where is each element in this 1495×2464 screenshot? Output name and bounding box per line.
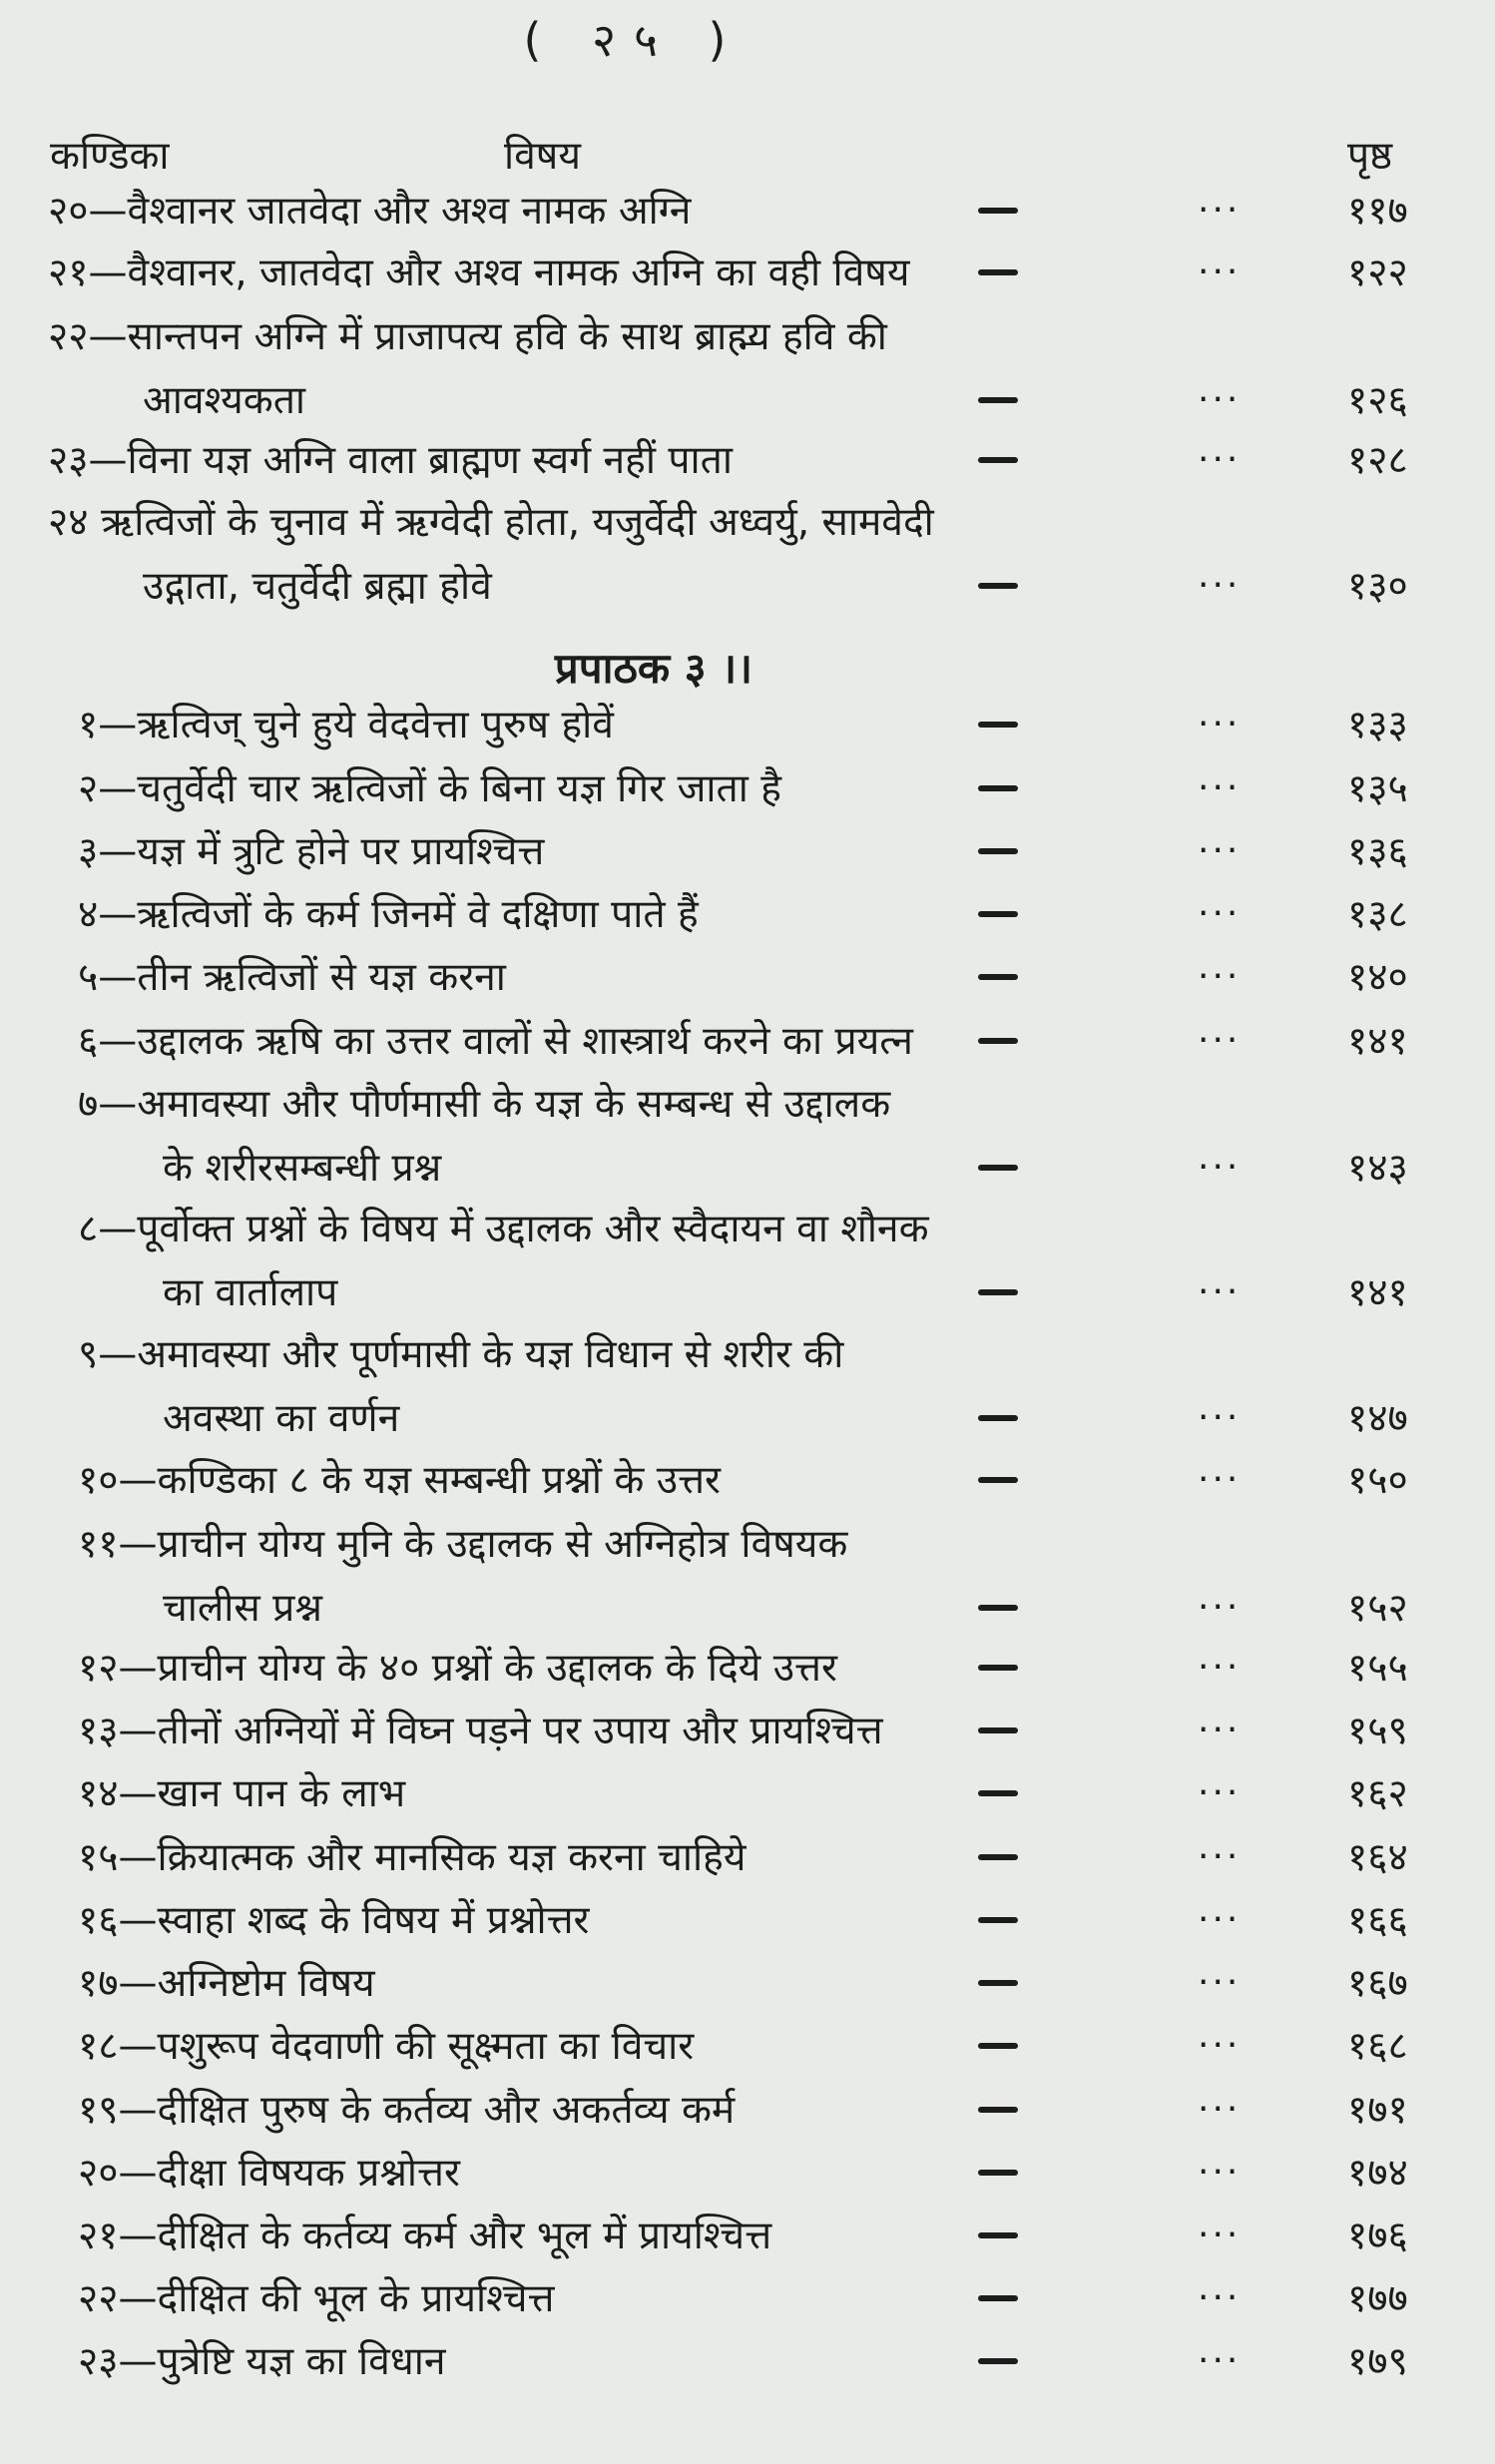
- toc-entry-page: १६२: [1347, 1771, 1408, 1816]
- toc-entry-title: १४—खान पान के लाभ: [78, 1771, 406, 1816]
- toc-entry-continuation: उद्गाता, चतुर्वेदी ब्रह्मा होवे: [143, 564, 492, 609]
- leader-dash: [978, 974, 1018, 980]
- page-number: ( २५ ): [523, 13, 745, 67]
- leader-dash: [978, 1477, 1018, 1483]
- toc-entry: [0, 2025, 1495, 2089]
- leader-dots: ···: [1198, 1962, 1242, 2003]
- toc-entry: [0, 1523, 1495, 1651]
- leader-dots: ···: [1198, 1647, 1242, 1688]
- leader-dots: ···: [1198, 767, 1242, 808]
- toc-entry-page: १४७: [1347, 1396, 1408, 1441]
- toc-entry-page: १७९: [1347, 2339, 1408, 2384]
- toc-entry: [0, 251, 1495, 315]
- leader-dots: ···: [1198, 704, 1242, 744]
- leader-dash: [978, 2358, 1018, 2364]
- toc-entry-continuation: आवश्यकता: [143, 378, 306, 423]
- toc-entry-page: १५०: [1347, 1458, 1408, 1503]
- toc-entry-page: १३३: [1347, 703, 1408, 747]
- leader-dash: [978, 457, 1018, 463]
- toc-entry-page: १२८: [1347, 438, 1408, 483]
- leader-dash: [978, 911, 1018, 917]
- leader-dash: [978, 1917, 1018, 1923]
- column-header-subject: विषय: [504, 134, 581, 179]
- toc-entry: [0, 893, 1495, 957]
- toc-entry: [0, 1836, 1495, 1900]
- leader-dots: ···: [1198, 251, 1242, 292]
- leader-dots: ···: [1198, 956, 1242, 997]
- toc-entry: [0, 1208, 1495, 1335]
- leader-dots: ···: [1198, 893, 1242, 934]
- leader-dash: [978, 722, 1018, 728]
- toc-entry-title: ३—यज्ञ में त्रुटि होने पर प्रायश्चित्त: [78, 829, 545, 874]
- leader-dots: ···: [1198, 1587, 1242, 1628]
- toc-entry-page: १४०: [1347, 955, 1408, 1000]
- leader-dots: ···: [1198, 1459, 1242, 1500]
- leader-dash: [978, 2295, 1018, 2301]
- toc-entry-page: १६६: [1347, 1898, 1408, 1943]
- toc-entry-title: १५—क्रियात्मक और मानसिक यज्ञ करना चाहिये: [78, 1835, 747, 1880]
- section-heading: प्रपाठक ३ ।।: [554, 644, 753, 693]
- toc-entry: [0, 1459, 1495, 1523]
- leader-dots: ···: [1198, 830, 1242, 871]
- toc-entry-page: १४१: [1347, 1270, 1408, 1315]
- toc-entry-title: २—चतुर्वेदी चार ऋत्विजों के बिना यज्ञ गिर जाता है: [78, 766, 781, 811]
- leader-dots: ···: [1198, 1710, 1242, 1750]
- toc-entry: [0, 1083, 1495, 1211]
- toc-entry-title: २२—दीक्षित की भूल के प्रायश्चित्त: [78, 2276, 555, 2321]
- column-header-page: पृष्ठ: [1347, 134, 1393, 179]
- toc-entry: [0, 501, 1495, 629]
- toc-entry-page: १३६: [1347, 829, 1408, 874]
- toc-entry-page: १३८: [1347, 892, 1408, 937]
- leader-dots: ···: [1198, 2277, 1242, 2318]
- toc-entry-title: २३—पुत्रेष्टि यज्ञ का विधान: [78, 2339, 446, 2384]
- leader-dots: ···: [1198, 2215, 1242, 2255]
- toc-entry: [0, 704, 1495, 767]
- toc-entry: [0, 2089, 1495, 2153]
- leader-dots: ···: [1198, 439, 1242, 480]
- leader-dash: [978, 208, 1018, 214]
- leader-dots: ···: [1198, 2089, 1242, 2130]
- toc-entry-title: २०—वैश्वानर जातवेदा और अश्व नामक अग्नि: [48, 189, 692, 234]
- leader-dash: [978, 1790, 1018, 1796]
- toc-entry-page: १७४: [1347, 2151, 1408, 2196]
- toc-entry-page: १६४: [1347, 1835, 1408, 1880]
- toc-entry: [0, 1647, 1495, 1711]
- toc-entry-page: १७१: [1347, 2088, 1408, 2133]
- toc-entry-page: १५५: [1347, 1646, 1408, 1691]
- toc-entry-title: २०—दीक्षा विषयक प्रश्नोत्तर: [78, 2151, 460, 2196]
- leader-dash: [978, 2170, 1018, 2176]
- toc-entry-continuation: चालीस प्रश्न: [163, 1586, 322, 1631]
- toc-entry-page: १७७: [1347, 2276, 1408, 2321]
- toc-entry: [0, 315, 1495, 443]
- toc-entry-title: ८—पूर्वोक्त प्रश्नों के विषय में उद्दालक और स्वैदायन वा शौनक: [78, 1207, 929, 1251]
- leader-dash: [978, 1665, 1018, 1671]
- leader-dash: [978, 397, 1018, 403]
- toc-entry-continuation: के शरीरसम्बन्धी प्रश्न: [163, 1146, 442, 1191]
- toc-entry-page: १२६: [1347, 378, 1408, 423]
- leader-dots: ···: [1198, 1147, 1242, 1188]
- toc-entry-page: १४३: [1347, 1146, 1408, 1191]
- leader-dash: [978, 269, 1018, 275]
- toc-entry: [0, 1772, 1495, 1836]
- toc-entry: [0, 830, 1495, 894]
- toc-entry-title: १८—पशुरूप वेदवाणी की सूक्ष्मता का विचार: [78, 2024, 695, 2069]
- toc-entry-title: २३—विना यज्ञ अग्नि वाला ब्राह्मण स्वर्ग नहीं पाता: [48, 438, 733, 483]
- toc-entry-title: १७—अग्निष्टोम विषय: [78, 1961, 375, 2006]
- toc-entry: [0, 767, 1495, 831]
- toc-entry-title: १२—प्राचीन योग्य के ४० प्रश्नों के उद्दालक के दिये उत्तर: [78, 1646, 837, 1691]
- toc-entry: [0, 1333, 1495, 1461]
- leader-dash: [978, 1165, 1018, 1171]
- toc-entry: [0, 2340, 1495, 2404]
- toc-entry-title: १३—तीनों अग्नियों में विघ्न पड़ने पर उपाय और प्रायश्चित्त: [78, 1709, 883, 1753]
- toc-entry: [0, 1899, 1495, 1963]
- leader-dots: ···: [1198, 190, 1242, 231]
- leader-dots: ···: [1198, 2025, 1242, 2066]
- toc-entry-page: १५२: [1347, 1586, 1408, 1631]
- toc-entry-page: १६८: [1347, 2024, 1408, 2069]
- toc-entry-title: ६—उद्दालक ऋषि का उत्तर वालों से शास्त्रार्थ करने का प्रयत्न: [78, 1019, 913, 1064]
- toc-entry: [0, 190, 1495, 253]
- leader-dots: ···: [1198, 379, 1242, 420]
- toc-entry: [0, 439, 1495, 503]
- toc-entry-continuation: का वार्तालाप: [163, 1270, 338, 1315]
- toc-entry-title: ५—तीन ऋत्विजों से यज्ञ करना: [78, 955, 506, 1000]
- column-header-section: कण्डिका: [50, 134, 170, 179]
- toc-entry-title: २४ ऋत्विजों के चुनाव में ऋग्वेदी होता, यजुर्वेदी अध्वर्यु, सामवेदी: [48, 500, 934, 545]
- leader-dash: [978, 1415, 1018, 1421]
- toc-entry-page: १५९: [1347, 1709, 1408, 1753]
- toc-entry-continuation: अवस्था का वर्णन: [163, 1396, 400, 1441]
- toc-entry: [0, 1020, 1495, 1084]
- toc-entry-title: १०—कण्डिका ८ के यज्ञ सम्बन्धी प्रश्नों के उत्तर: [78, 1458, 721, 1503]
- toc-entry: [0, 2215, 1495, 2278]
- leader-dots: ···: [1198, 1772, 1242, 1813]
- toc-entry-title: १६—स्वाहा शब्द के विषय में प्रश्नोत्तर: [78, 1898, 590, 1943]
- leader-dots: ···: [1198, 1836, 1242, 1877]
- toc-entry-title: ११—प्राचीन योग्य मुनि के उद्दालक से अग्निहोत्र विषयक: [78, 1522, 848, 1567]
- toc-entry-page: १३०: [1347, 564, 1408, 609]
- toc-entry-title: ९—अमावस्या और पूर्णमासी के यज्ञ विधान से शरीर की: [78, 1332, 844, 1377]
- leader-dots: ···: [1198, 1899, 1242, 1940]
- toc-entry-page: १६७: [1347, 1961, 1408, 2006]
- leader-dash: [978, 583, 1018, 589]
- toc-entry-title: १९—दीक्षित पुरुष के कर्तव्य और अकर्तव्य कर्म: [78, 2088, 736, 2133]
- toc-entry: [0, 2277, 1495, 2341]
- leader-dash: [978, 1727, 1018, 1733]
- leader-dash: [978, 2043, 1018, 2049]
- toc-entry: [0, 1710, 1495, 1773]
- leader-dash: [978, 1038, 1018, 1044]
- toc-entry-page: १७६: [1347, 2214, 1408, 2258]
- toc-entry: [0, 2152, 1495, 2216]
- leader-dash: [978, 848, 1018, 854]
- leader-dash: [978, 1854, 1018, 1860]
- leader-dots: ···: [1198, 1271, 1242, 1312]
- toc-entry-title: ४—ऋत्विजों के कर्म जिनमें वे दक्षिणा पाते हैं: [78, 892, 699, 937]
- leader-dash: [978, 2107, 1018, 2113]
- toc-entry: [0, 956, 1495, 1020]
- toc-entry-page: ११७: [1347, 189, 1408, 234]
- leader-dots: ···: [1198, 1397, 1242, 1438]
- leader-dash: [978, 2232, 1018, 2238]
- leader-dash: [978, 785, 1018, 791]
- leader-dash: [978, 1980, 1018, 1986]
- leader-dash: [978, 1289, 1018, 1295]
- leader-dots: ···: [1198, 1020, 1242, 1061]
- toc-entry-title: ७—अमावस्या और पौर्णमासी के यज्ञ के सम्बन्ध से उद्दालक: [78, 1082, 891, 1127]
- toc-entry-title: २२—सान्तपन अग्नि में प्राजापत्य हवि के साथ ब्राह्म्य हवि की: [48, 314, 887, 359]
- leader-dash: [978, 1605, 1018, 1611]
- leader-dots: ···: [1198, 2340, 1242, 2381]
- leader-dots: ···: [1198, 2152, 1242, 2193]
- toc-entry-title: १—ऋत्विज् चुने हुये वेदवेत्ता पुरुष होवें: [78, 703, 614, 747]
- toc-entry-page: १३५: [1347, 766, 1408, 811]
- leader-dots: ···: [1198, 565, 1242, 606]
- toc-entry: [0, 1962, 1495, 2026]
- toc-entry-page: १२२: [1347, 250, 1408, 295]
- toc-entry-title: २१—वैश्वानर, जातवेदा और अश्व नामक अग्नि का वही विषय: [48, 250, 910, 295]
- toc-entry-page: १४१: [1347, 1019, 1408, 1064]
- toc-entry-title: २१—दीक्षित के कर्तव्य कर्म और भूल में प्रायश्चित्त: [78, 2214, 772, 2258]
